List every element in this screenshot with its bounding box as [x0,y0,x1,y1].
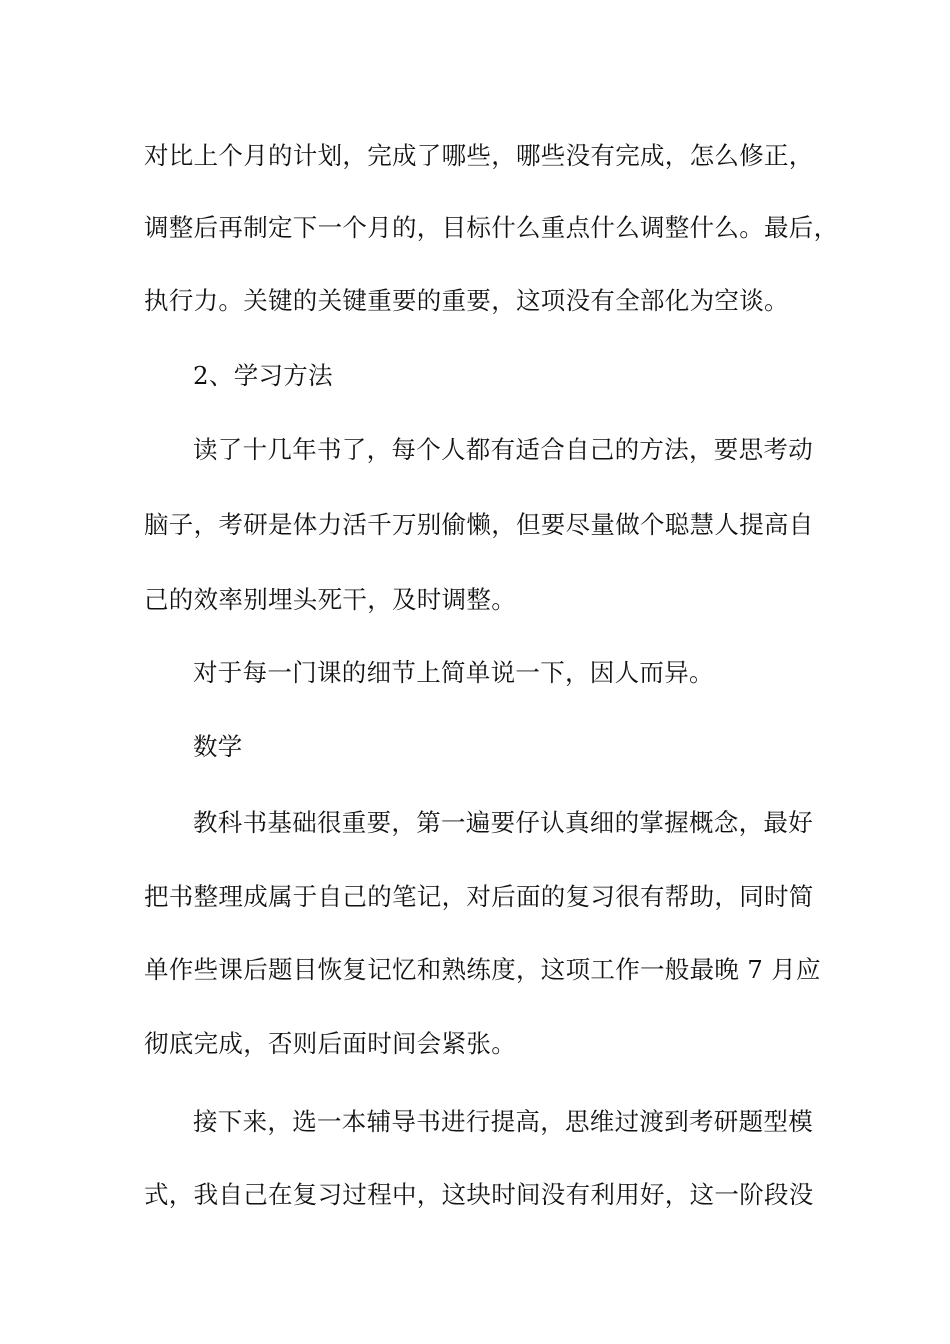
text-line: 对于每一门课的细节上简单说一下，因人而异。 [193,658,714,687]
text-line: 单作些课后题目恢复记忆和熟练度，这项工作一般最晚 7 月应 [144,955,821,984]
text-line: 彻底完成，否则后面时间会紧张。 [144,1029,516,1058]
text-line: 脑子，考研是体力活千万别偷懒，但要尽量做个聪慧人提高自 [144,510,814,539]
section-heading: 2、学习方法 [193,361,333,390]
text-line: 执行力。关键的关键重要的重要，这项没有全部化为空谈。 [144,286,789,315]
text-line: 对比上个月的计划，完成了哪些，哪些没有完成，怎么修正， [144,141,814,170]
text-line: 调整后再制定下一个月的，目标什么重点什么调整什么。最后， [144,213,839,242]
text-line: 读了十几年书了，每个人都有适合自己的方法，要思考动 [193,435,813,464]
subsection-heading: 数学 [193,732,243,761]
text-line: 接下来，选一本辅导书进行提高，思维过渡到考研题型模 [193,1107,813,1136]
text-line: 己的效率别埋头死干，及时调整。 [144,585,516,614]
text-line: 教科书基础很重要，第一遍要仔认真细的掌握概念，最好 [193,808,813,837]
text-line: 把书整理成属于自己的笔记，对后面的复习很有帮助，同时简 [144,882,814,911]
text-line: 式，我自己在复习过程中，这块时间没有利用好，这一阶段没 [144,1180,814,1209]
